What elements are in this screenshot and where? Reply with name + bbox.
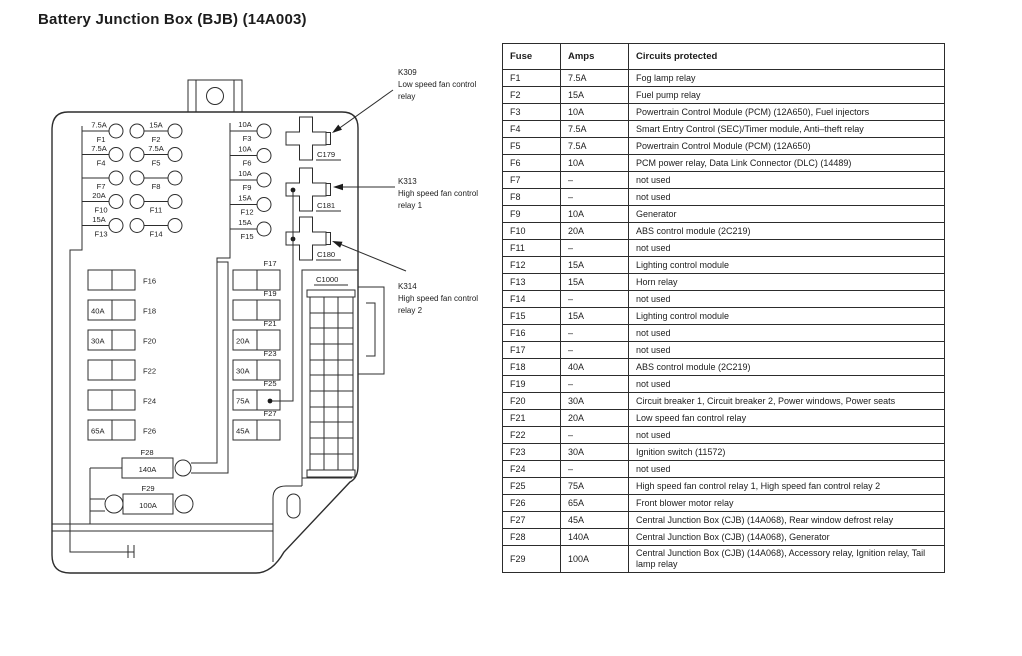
cell-circuits: Powertrain Control Module (PCM) (12A650): [629, 138, 945, 155]
cell-amps: –: [561, 376, 629, 393]
slot-hole: [287, 494, 300, 518]
cell-fuse: F7: [503, 172, 561, 189]
fuse-f15-name-label: F15: [240, 232, 254, 241]
callout-k314-line1: K314: [398, 282, 417, 291]
cell-fuse: F11: [503, 240, 561, 257]
table-row: [503, 529, 945, 546]
cell-fuse: F21: [503, 410, 561, 427]
cell-circuits: not used: [629, 172, 945, 189]
table-row: [503, 461, 945, 478]
fuse-f28-name-label: F28: [140, 448, 154, 457]
fuse-f2-amp-label: 15A: [149, 120, 163, 130]
table-row: [503, 359, 945, 376]
callout-k309-leader: [334, 90, 393, 132]
table-row: [503, 546, 945, 573]
cell-amps: –: [561, 291, 629, 308]
table-row: [503, 410, 945, 427]
callout-k313: [333, 177, 478, 210]
cell-circuits: Circuit breaker 1, Circuit breaker 2, Power windows, Power seats: [629, 393, 945, 410]
fuse-f3-name-label: F3: [242, 134, 252, 143]
col-header-fuse: Fuse: [503, 44, 561, 70]
cell-fuse: F5: [503, 138, 561, 155]
cell-circuits: ABS control module (2C219): [629, 223, 945, 240]
table-row: [503, 274, 945, 291]
cell-circuits: not used: [629, 376, 945, 393]
cell-amps: –: [561, 342, 629, 359]
fuse-f5-name-label: F5: [151, 158, 161, 168]
cell-fuse: F6: [503, 155, 561, 172]
callout-k313-line1: K313: [398, 177, 417, 186]
cell-fuse: F26: [503, 495, 561, 512]
col-header-amps: Amps: [561, 44, 629, 70]
fuse-f20-name-label: F20: [143, 336, 157, 346]
cell-amps: 10A: [561, 155, 629, 172]
cell-amps: 20A: [561, 410, 629, 427]
relay-c179-label: C179: [317, 150, 336, 159]
grid-lines: [310, 313, 353, 454]
arrowhead-icon: [333, 184, 343, 190]
fuse-f14-name-label: F14: [149, 229, 163, 239]
cell-circuits: ABS control module (2C219): [629, 359, 945, 376]
cell-fuse: F25: [503, 478, 561, 495]
fuse-f6-amp-label: 10A: [238, 144, 252, 154]
table-row: [503, 308, 945, 325]
fuse-group-left: [82, 121, 182, 251]
cell-fuse: F23: [503, 444, 561, 461]
cell-fuse: F18: [503, 359, 561, 376]
fuse-f3-amp-label: 10A: [238, 120, 252, 129]
cell-circuits: not used: [629, 342, 945, 359]
fuse-f11-name-label: F11: [149, 205, 163, 215]
table-row: [503, 444, 945, 461]
cell-amps: 65A: [561, 495, 629, 512]
fuse-f18-amp-label: 40A: [91, 306, 105, 316]
cell-circuits: Central Junction Box (CJB) (14A068), Accessory relay, Ignition relay, Tail lamp relay: [629, 546, 945, 573]
cell-circuits: Fuel pump relay: [629, 87, 945, 104]
fuse-f15-amp-label: 15A: [238, 218, 252, 227]
cell-amps: –: [561, 325, 629, 342]
fuse-f25-name-label: F25: [263, 379, 277, 388]
fuse-f12-amp-label: 15A: [238, 193, 252, 203]
fuse-f13-name-label: F13: [94, 229, 108, 239]
cell-circuits: Low speed fan control relay: [629, 410, 945, 427]
fuse-f23-amp-label: 30A: [236, 366, 250, 376]
table-row: [503, 478, 945, 495]
table-row: [503, 393, 945, 410]
fuse-f21-name-label: F21: [263, 319, 277, 328]
relay-c180: [286, 217, 341, 260]
cell-amps: 100A: [561, 546, 629, 573]
cell-fuse: F28: [503, 529, 561, 546]
fuse-f21-amp-label: 20A: [236, 336, 250, 346]
fuse-table-header: [503, 44, 945, 70]
cell-fuse: F24: [503, 461, 561, 478]
fuse-f4-amp-label: 7.5A: [91, 144, 107, 153]
cell-circuits: Lighting control module: [629, 308, 945, 325]
cell-circuits: Smart Entry Control (SEC)/Timer module, Anti–theft relay: [629, 121, 945, 138]
cell-circuits: Lighting control module: [629, 257, 945, 274]
fuse-f26-amp-label: 65A: [91, 426, 105, 436]
cell-amps: 30A: [561, 444, 629, 461]
relay-c179: [286, 117, 341, 160]
cell-fuse: F14: [503, 291, 561, 308]
fuse-f25-amp-label: 75A: [236, 396, 250, 406]
cell-circuits: Generator: [629, 206, 945, 223]
table-row: [503, 121, 945, 138]
fuse-f17-name-label: F17: [263, 259, 277, 268]
cell-amps: 10A: [561, 104, 629, 121]
cell-circuits: High speed fan control relay 1, High speed fan control relay 2: [629, 478, 945, 495]
fuse-f27-name-label: F27: [263, 409, 277, 418]
table-row: [503, 342, 945, 359]
cell-amps: –: [561, 189, 629, 206]
arrowhead-icon: [332, 125, 342, 133]
cell-fuse: F13: [503, 274, 561, 291]
cell-amps: 15A: [561, 87, 629, 104]
cell-fuse: F9: [503, 206, 561, 223]
cell-circuits: Powertrain Control Module (PCM) (12A650), Fuel injectors: [629, 104, 945, 121]
cell-fuse: F8: [503, 189, 561, 206]
cell-fuse: F2: [503, 87, 561, 104]
cell-fuse: F27: [503, 512, 561, 529]
fuse-row: [88, 270, 135, 440]
table-row: [503, 376, 945, 393]
table-row: [503, 512, 945, 529]
cell-amps: 40A: [561, 359, 629, 376]
cell-amps: –: [561, 172, 629, 189]
fuse-f28-amp-label: 140A: [138, 465, 157, 474]
table-row: [503, 155, 945, 172]
fuse-table-body: [503, 70, 945, 573]
callout-k314: [332, 241, 478, 315]
fuse-group-lower-left: [88, 270, 156, 440]
callout-k314-leader: [335, 242, 406, 271]
table-row: [503, 291, 945, 308]
cell-amps: 20A: [561, 223, 629, 240]
cell-fuse: F19: [503, 376, 561, 393]
fuse-f5-amp-label: 7.5A: [148, 144, 164, 153]
cell-circuits: Fog lamp relay: [629, 70, 945, 87]
cell-fuse: F4: [503, 121, 561, 138]
cell-amps: 45A: [561, 512, 629, 529]
cell-amps: –: [561, 461, 629, 478]
table-row: [503, 223, 945, 240]
cell-amps: 140A: [561, 529, 629, 546]
fuse-f24-name-label: F24: [143, 396, 157, 406]
cell-circuits: PCM power relay, Data Link Connector (DLC) (14489): [629, 155, 945, 172]
cell-fuse: F16: [503, 325, 561, 342]
table-row: [503, 325, 945, 342]
cell-circuits: not used: [629, 461, 945, 478]
cell-fuse: F17: [503, 342, 561, 359]
cell-amps: –: [561, 240, 629, 257]
cell-amps: 15A: [561, 308, 629, 325]
fuse-f16-name-label: F16: [143, 276, 157, 286]
table-row: [503, 189, 945, 206]
connector-c1000: [307, 275, 355, 477]
col-header-circuits: Circuits protected: [629, 44, 945, 70]
fuse-f29-amp-label: 100A: [139, 501, 157, 510]
arrowhead-icon: [332, 241, 343, 248]
fuse-table: [502, 43, 945, 573]
cell-circuits: Ignition switch (11572): [629, 444, 945, 461]
fuse-f10-name-label: F10: [94, 205, 108, 215]
mounting-tab: [188, 80, 242, 112]
cell-circuits: not used: [629, 189, 945, 206]
relay-c181-label: C181: [317, 201, 336, 210]
cell-fuse: F12: [503, 257, 561, 274]
relay-c180-label: C180: [317, 250, 336, 259]
fuse-f9-amp-label: 10A: [238, 169, 252, 178]
cell-circuits: not used: [629, 291, 945, 308]
fuse-f9-name-label: F9: [242, 183, 252, 192]
callout-k313-line2: High speed fan control: [398, 189, 479, 198]
cell-amps: 7.5A: [561, 70, 629, 87]
fuse-f4-name-label: F4: [96, 158, 106, 168]
cell-circuits: Central Junction Box (CJB) (14A068), Generator: [629, 529, 945, 546]
callout-k309-line3: relay: [398, 92, 416, 101]
cell-amps: 15A: [561, 274, 629, 291]
f25-terminal-dot: [268, 399, 273, 404]
table-row: [503, 206, 945, 223]
table-row: [503, 495, 945, 512]
connector-c1000-label: C1000: [316, 275, 339, 284]
cell-fuse: F22: [503, 427, 561, 444]
table-row: [503, 138, 945, 155]
cell-circuits: not used: [629, 240, 945, 257]
cell-circuits: Horn relay: [629, 274, 945, 291]
table-row: [503, 240, 945, 257]
cell-fuse: F10: [503, 223, 561, 240]
cell-amps: 75A: [561, 478, 629, 495]
fuse-f13-amp-label: 15A: [92, 215, 106, 224]
relay-c181: [286, 168, 341, 211]
fuse-f19-name-label: F19: [263, 289, 277, 298]
fuse-f6-name-label: F6: [242, 158, 252, 168]
cell-circuits: not used: [629, 427, 945, 444]
cell-amps: 7.5A: [561, 121, 629, 138]
table-row: [503, 70, 945, 87]
callout-k314-line3: relay 2: [398, 306, 423, 315]
fuse-f26-name-label: F26: [143, 426, 157, 436]
fuse-box-diagram: [0, 0, 500, 656]
cell-fuse: F20: [503, 393, 561, 410]
table-row: [503, 104, 945, 121]
fuse-f29-name-label: F29: [141, 484, 155, 493]
table-row: [503, 172, 945, 189]
fuse-f12-name-label: F12: [240, 207, 254, 217]
fuse-f8-name-label: F8: [151, 182, 161, 191]
fuse-f20-amp-label: 30A: [91, 336, 105, 346]
fuse-f22-name-label: F22: [143, 366, 157, 376]
callout-k309: [332, 68, 476, 133]
mounting-hole: [207, 88, 224, 105]
callout-k309-line1: K309: [398, 68, 417, 77]
callout-k313-line3: relay 1: [398, 201, 423, 210]
cell-fuse: F29: [503, 546, 561, 573]
cell-circuits: Central Junction Box (CJB) (14A068), Rear window defrost relay: [629, 512, 945, 529]
cell-amps: 15A: [561, 257, 629, 274]
cell-fuse: F3: [503, 104, 561, 121]
table-row: [503, 257, 945, 274]
fuse-group-lower-middle: [233, 259, 280, 440]
callout-k309-line2: Low speed fan control: [398, 80, 477, 89]
fuse-f18-name-label: F18: [143, 306, 157, 316]
cell-amps: 30A: [561, 393, 629, 410]
cell-amps: 10A: [561, 206, 629, 223]
fuse-f10-amp-label: 20A: [92, 191, 106, 200]
cell-amps: –: [561, 427, 629, 444]
callout-k314-line2: High speed fan control: [398, 294, 479, 303]
fuse-f1-amp-label: 7.5A: [91, 120, 107, 130]
fuse-f23-name-label: F23: [263, 349, 277, 358]
fuse-f1-name-label: F1: [96, 135, 106, 144]
fuse-f27-amp-label: 45A: [236, 426, 250, 436]
cell-amps: 7.5A: [561, 138, 629, 155]
cell-circuits: not used: [629, 325, 945, 342]
table-row: [503, 427, 945, 444]
fuse-f29: [90, 484, 193, 514]
fuse-f7-name-label: F7: [96, 182, 106, 191]
table-row: [503, 87, 945, 104]
fuse-f2-name-label: F2: [151, 135, 161, 144]
cell-circuits: Front blower motor relay: [629, 495, 945, 512]
cell-fuse: F1: [503, 70, 561, 87]
page-title: Battery Junction Box (BJB) (14A003): [38, 11, 307, 28]
cell-fuse: F15: [503, 308, 561, 325]
